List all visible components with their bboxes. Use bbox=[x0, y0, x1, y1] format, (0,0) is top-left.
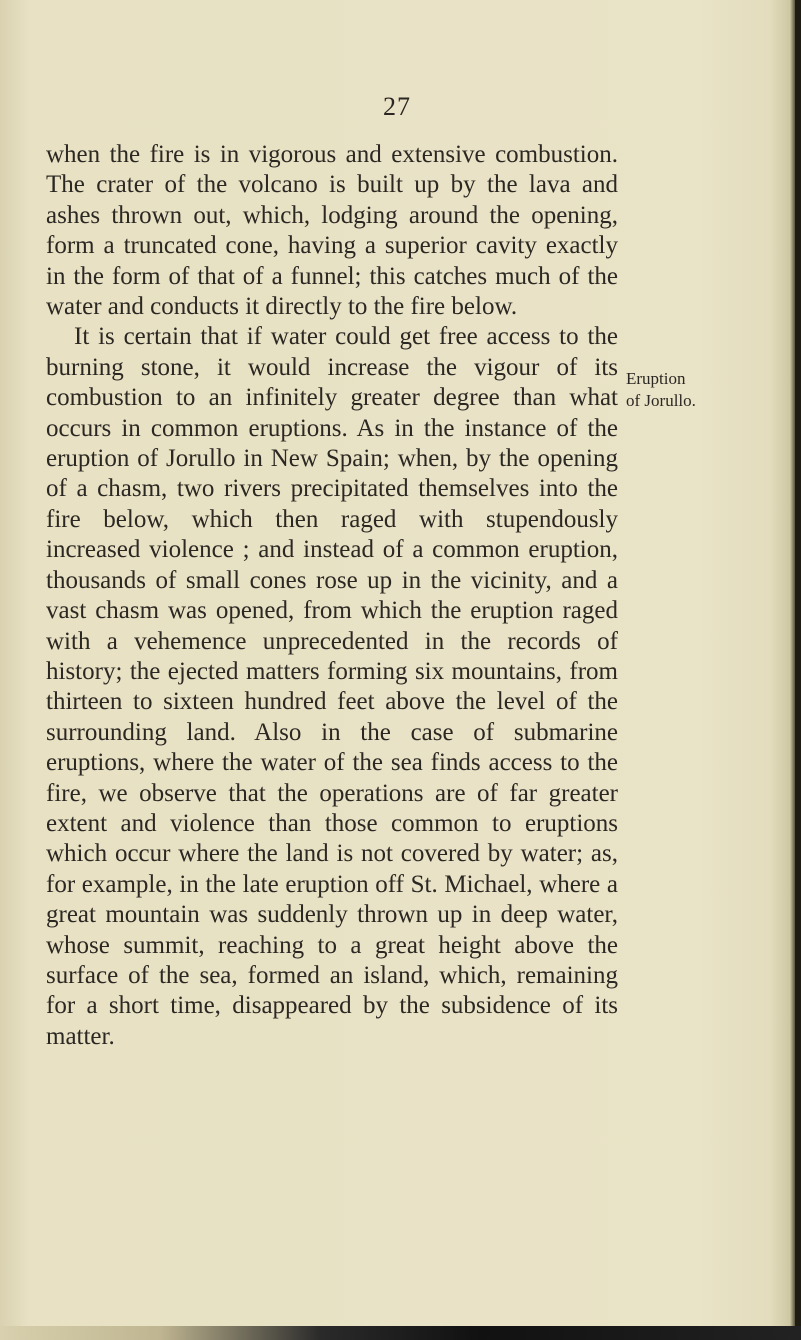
body-text bbox=[46, 140, 618, 1052]
paragraph-2: It is certain that if water could get free access to the burning stone, it would increase the vigour of its combustion to an infinitely greater degree than what occurs in common eruptions. As in the instance of the eruption of Jorullo in New Spain; when, by the opening of a chasm, two rivers precipitated themselves into the fire below, which then raged with stupendously increased violence ; and instead of a common eruption, thousands of small cones rose up in the vicinity, and a vast chasm was opened, from which the eruption raged with a vehemence unprecedented in the records of history; the ejected matters forming six mountains, from thirteen to sixteen hundred feet above the level of the surrounding land. Also in the case of submarine eruptions, where the water of the sea finds access to the fire, we observe that the operations are of far greater extent and violence than those common to eruptions which occur where the land is not covered by water; as, for example, in the late eruption off St. Michael, where a great mountain was suddenly thrown up in deep water, whose summit, reaching to a great height above the surface of the sea, formed an island, which, remaining for a short time, disappeared by the subsidence of its matter. bbox=[46, 323, 618, 1050]
paragraph-1: when the fire is in vigorous and extensive combustion. The crater of the volcano is built up by the lava and ashes thrown out, which, lodging around the opening, form a truncated cone, having a superior cavity exactly in the form of that of a funnel; this catches much of the water and conducts it directly to the fire below. bbox=[46, 141, 618, 321]
page-edge-shadow bbox=[795, 0, 801, 1340]
margin-note: Eruption of Jorullo. bbox=[626, 369, 696, 410]
bottom-edge-shadow bbox=[0, 1326, 801, 1340]
page-number: 27 bbox=[383, 92, 411, 121]
